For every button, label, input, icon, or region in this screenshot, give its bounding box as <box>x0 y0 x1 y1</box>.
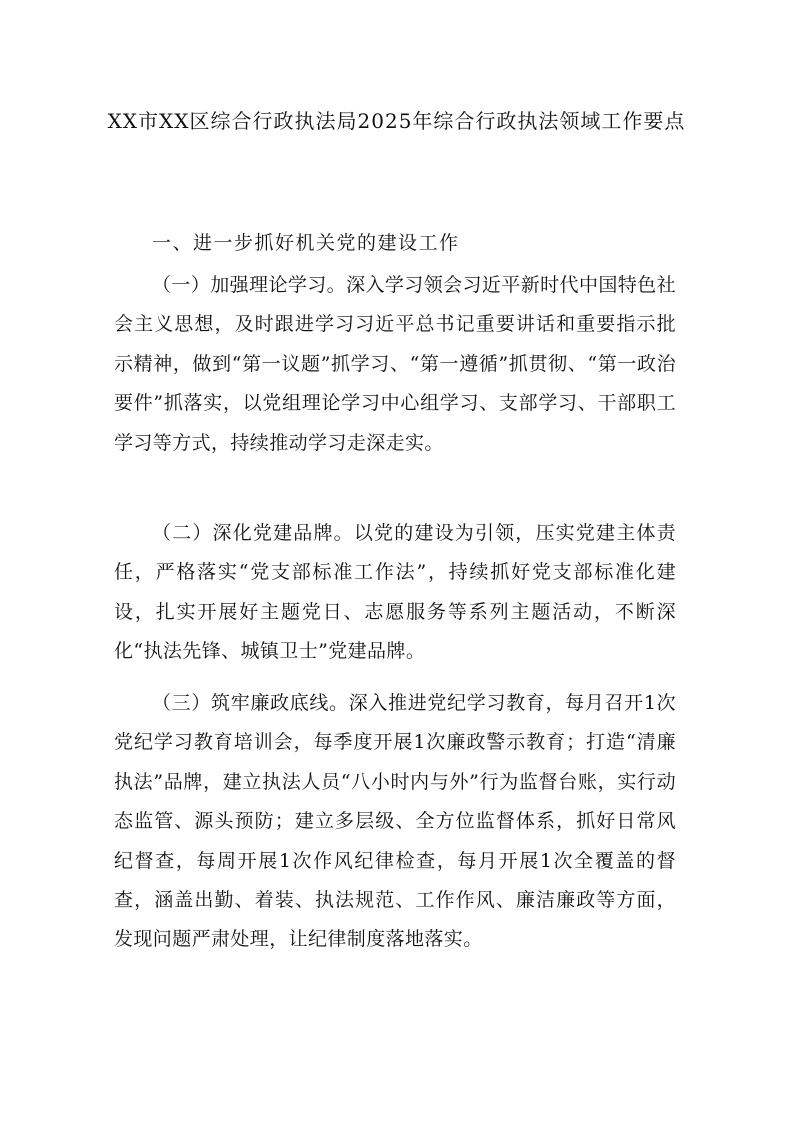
paragraph-theory-study: （一）加强理论学习。深入学习领会习近平新时代中国特色社会主义思想，及时跟进学习习近平总书记重要讲话和重要指示批示精神，做到“第一议题”抓学习、“第一遵循”抓贯彻、“第一政治要件”抓落实，以党组理论学习中心组学习、支部学习、干部职工学习等方式，持续推动学习走深走实。 <box>114 274 676 454</box>
paragraph-party-brand: （二）深化党建品牌。以党的建设为引领，压实党建主体责任，严格落实“党支部标准工作法”，持续抓好党支部标准化建设，扎实开展好主题党日、志愿服务等系列主题活动，不断深化“执法先锋、城镇卫士”党建品牌。 <box>114 522 676 663</box>
document-title: XX市XX区综合行政执法局2025年综合行政执法领域工作要点 <box>107 109 686 133</box>
section-heading: 一、进一步抓好机关党的建设工作 <box>152 232 460 254</box>
paragraph-integrity: （三）筑牢廉政底线。深入推进党纪学习教育，每月召开1次党纪学习教育培训会，每季度开展1次廉政警示教育；打造“清廉执法”品牌，建立执法人员“八小时内与外”行为监督台账，实行动态监管、源头预防；建立多层级、全方位监督体系，抓好日常风纪督查，每周开展1次作风纪律检查，每月开展1次全覆盖的督查，涵盖出勤、着装、执法规范、工作作风、廉洁廉政等方面，发现问题严肃处理，让纪律制度落地落实。 <box>114 692 676 951</box>
